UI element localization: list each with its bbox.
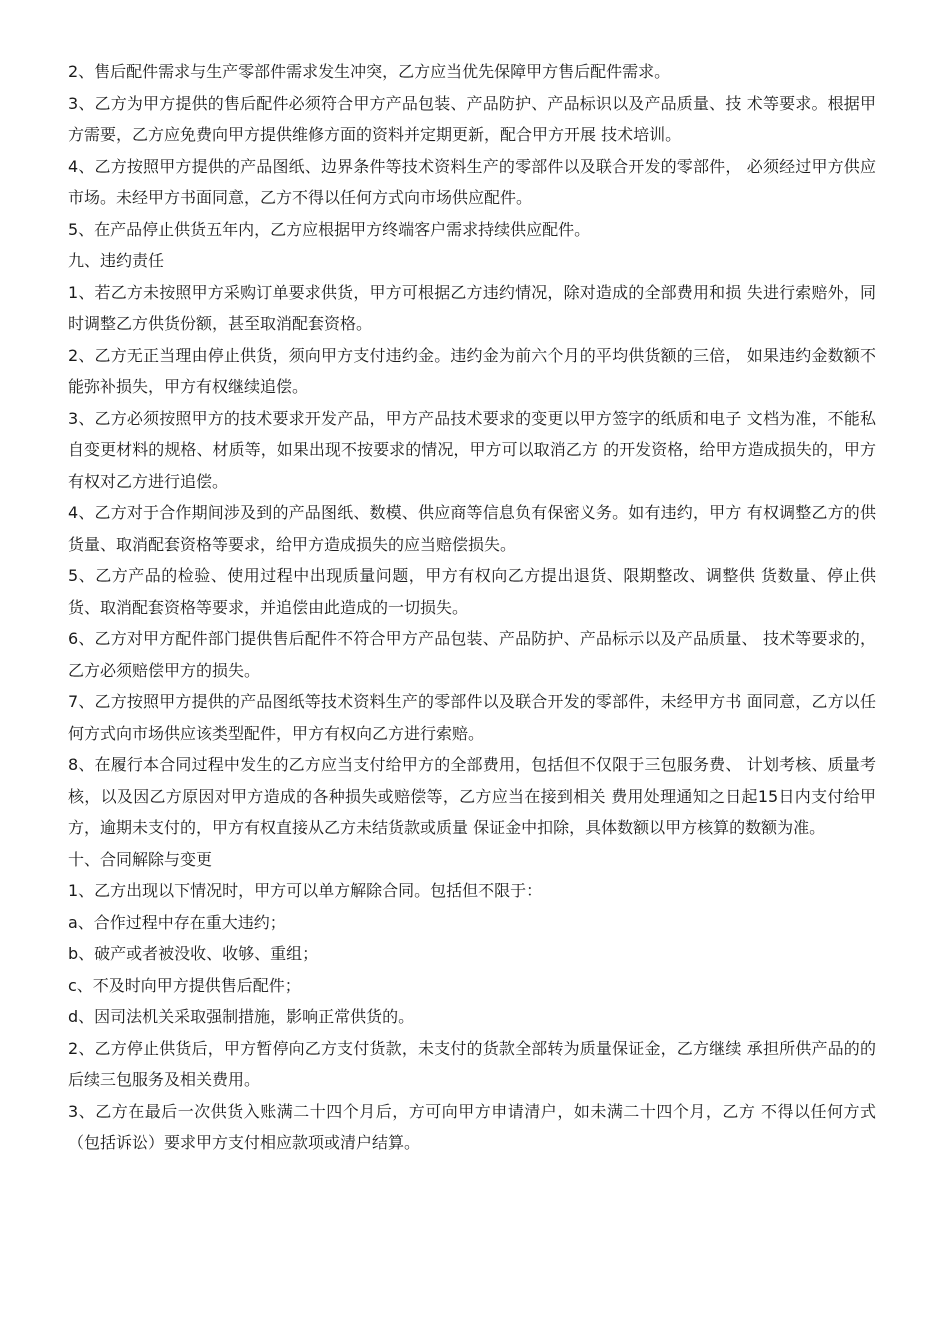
section-9-item-4: 4、乙方对于合作期间涉及到的产品图纸、数模、供应商等信息负有保密义务。如有违约，甲方 有权调整乙方的供货量、取消配套资格等要求，给甲方造成损失的应当赔偿损失。 [68, 503, 876, 554]
section-9-title: 九、违约责任 [68, 251, 165, 270]
section-8-item-4: 4、乙方按照甲方提供的产品图纸、边界条件等技术资料生产的零部件以及联合开发的零部件， 必须经过甲方供应市场。未经甲方书面同意，乙方不得以任何方式向市场供应配件。 [68, 156, 876, 207]
contract-page [68, 56, 876, 1159]
section-10-item-1: 1、乙方出现以下情况时，甲方可以单方解除合同。包括但不限于： [68, 881, 543, 900]
section-10-item-a: a、合作过程中存在重大违约； [68, 912, 286, 932]
section-8-item-5: 5、在产品停止供货五年内，乙方应根据甲方终端客户需求持续供应配件。 [68, 219, 591, 239]
section-9-item-5: 5、乙方产品的检验、使用过程中出现质量问题，甲方有权向乙方提出退货、限期整改、调整供 货数量、停止供货、取消配套资格等要求，并追偿由此造成的一切损失。 [68, 566, 876, 617]
section-10-item-c: c、不及时向甲方提供售后配件； [68, 975, 301, 995]
section-8-item-2: 2、售后配件需求与生产零部件需求发生冲突，乙方应当优先保障甲方售后配件需求。 [68, 62, 671, 81]
section-10-item-d: d、因司法机关采取强制措施，影响正常供货的。 [68, 1007, 415, 1026]
section-9-item-6: 6、乙方对甲方配件部门提供售后配件不符合甲方产品包装、产品防护、产品标示以及产品质量、 技术等要求的，乙方必须赔偿甲方的损失。 [68, 629, 876, 680]
section-9-item-7: 7、乙方按照甲方提供的产品图纸等技术资料生产的零部件以及联合开发的零部件，未经甲方书 面同意，乙方以任何方式向市场供应该类型配件，甲方有权向乙方进行索赔。 [68, 692, 876, 743]
section-10-item-3: 3、乙方在最后一次供货入账满二十四个月后，方可向甲方申请清户，如未满二十四个月，乙方 不得以任何方式（包括诉讼）要求甲方支付相应款项或清户结算。 [68, 1101, 876, 1152]
section-9-item-8: 8、在履行本合同过程中发生的乙方应当支付给甲方的全部费用，包括但不仅限于三包服务费、 计划考核、质量考核，以及因乙方原因对甲方造成的各种损失或赔偿等，乙方应当在接到相关 费用处理通知之日起15日内支付给甲方，逾期未支付的，甲方有权直接从乙方未结货款或质量 保证金中扣除，具体数额以甲方核算的数额为准。 [68, 755, 876, 837]
section-10-item-2: 2、乙方停止供货后，甲方暂停向乙方支付货款，未支付的货款全部转为质量保证金，乙方继续 承担所供产品的的后续三包服务及相关费用。 [68, 1038, 876, 1089]
section-8-item-3: 3、乙方为甲方提供的售后配件必须符合甲方产品包装、产品防护、产品标识以及产品质量、技 术等要求。根据甲方需要，乙方应免费向甲方提供维修方面的资料并定期更新，配合甲方开展 技术培训。 [68, 93, 876, 144]
section-9-item-2: 2、乙方无正当理由停止供货，须向甲方支付违约金。违约金为前六个月的平均供货额的三倍， 如果违约金数额不能弥补损失，甲方有权继续追偿。 [68, 345, 876, 396]
section-9-item-1: 1、若乙方未按照甲方采购订单要求供货，甲方可根据乙方违约情况，除对造成的全部费用和损 失进行索赔外，同时调整乙方供货份额，甚至取消配套资格。 [68, 282, 876, 333]
section-10-item-b: b、破产或者被没收、收够、重组； [68, 944, 319, 963]
section-9-item-3: 3、乙方必须按照甲方的技术要求开发产品，甲方产品技术要求的变更以甲方签字的纸质和电子 文档为准，不能私自变更材料的规格、材质等，如果出现不按要求的情况，甲方可以取消乙方 的开发资格，给甲方造成损失的，甲方有权对乙方进行追偿。 [68, 408, 876, 491]
section-10-title: 十、合同解除与变更 [68, 849, 213, 869]
